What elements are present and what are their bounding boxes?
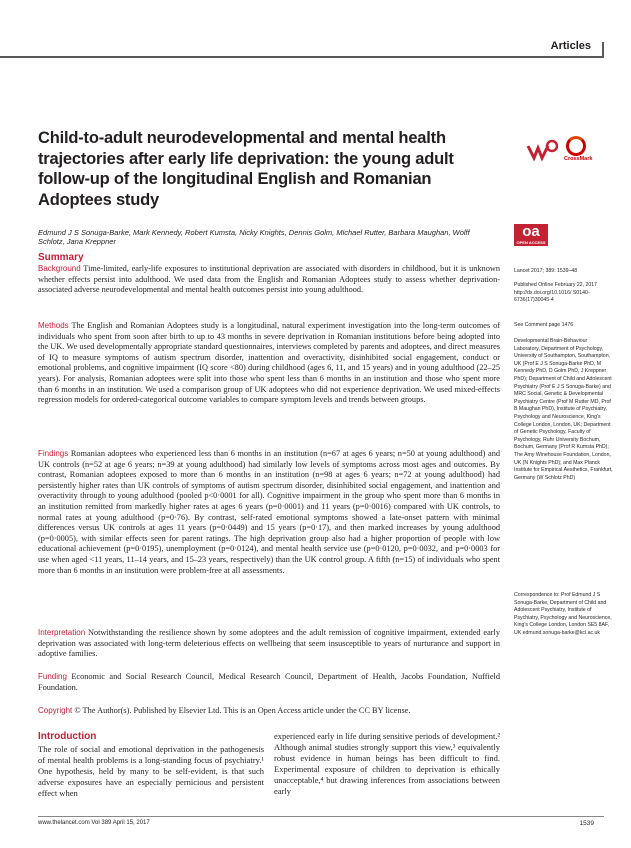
lancet-logo-icon — [526, 138, 558, 162]
summary-heading: Summary — [38, 252, 84, 263]
abstract-interpretation — [38, 628, 500, 660]
footer-rule — [38, 816, 604, 817]
funding-text: Economic and Social Research Council, Medical Research Council, Department of Health, Jacobs Foundation, Nuffield Foundation. — [38, 672, 501, 692]
sidebar-affiliations: Developmental Brain-Behaviour Laboratory, Department of Psychology, University of Southampton, Southampton, UK (Prof E J S Sonuga-Barke PhD, M Kennedy PhD, D Golm PhD, J Kreppner PhD); Department of Child and Adolescent Psychiatry (Prof E J S Sonuga-Barke) and MRC Social, Genetic & Developmental Psychiatry Centre (Prof M Rutter MD, Prof B Maughan PhD), Institute of Psychiatry, Psychology and Neuroscience, King's College London, London, UK; Department of Genetic Psychology, Faculty of Psychology, Ruhr University Bochum, Bochum, Germany (Prof R Kumsta PhD); The Amy Winehouse Foundation, London, UK (N Knights PhD); and Max Planck Institute for Empirical Aesthetics, Frankfurt, Germany (W Schlotz PhD) — [514, 338, 613, 481]
background-text: Time-limited, early-life exposures to institutional deprivation are associated with disorders in childhood, but it is unknown whether effects persist into adulthood. We used data from the English and Romanian Adoptees study to assess whether deprivation-associated adverse neurodevelopmental and mental health outcomes persist into young adulthood. — [38, 264, 500, 295]
open-access-badge — [514, 224, 548, 246]
interpretation-text: Notwithstanding the resilience shown by some adoptees and the adult remission of cognitive impairment, extended early deprivation was associated with long-term deleterious effects on wellbeing that seem insusceptible to years of nurturance and support in adoptive families. — [38, 628, 500, 659]
abstract-funding — [38, 672, 500, 693]
abstract-copyright — [38, 706, 500, 717]
sidebar-citation: Lancet 2017; 389: 1539–48 — [514, 268, 578, 274]
intro-column-1: The role of social and emotional deprivation in the pathogenesis of mental health problems is a long-standing focus of psychiatry.¹ One hypothesis, held by many to be self-evident, is that such adverse exposures have an especially pernicious and persistent effect when — [38, 744, 264, 798]
author-list: Edmund J S Sonuga-Barke, Mark Kennedy, Robert Kumsta, Nicky Knights, Dennis Golm, Michael Rutter, Barbara Maughan, Wolff Schlotz, Jana Kreppner — [38, 228, 470, 246]
section-label: Articles — [550, 40, 591, 52]
introduction-heading: Introduction — [38, 731, 97, 742]
copyright-label: Copyright — [38, 706, 73, 715]
findings-text: Romanian adoptees who experienced less than 6 months in an institution (n=67 at ages 6 years; n=50 at young adulthood) and UK controls (n=52 at age 6 years; n=39 at young adulthood) had similarly low levels of symptoms across most ages and outcomes. By contrast, Romanian adoptees exposed to more than 6 months in an institution (n=98 at ages 6 years; n=72 at young adulthood) had persistently higher rates than UK controls of symptoms of autism spectrum disorder, disinhibited social engagement, and inattention and overactivity through to young adulthood (pooled p<0·0001 for all). Cognitive impairment in the group who spent more than 6 months in an institution remitted from markedly higher rates at ages 6 years (p=0·0001) and 11 years (p=0·0016) compared with UK controls, to normal rates at young adulthood (p=0·76). By contrast, self-rated emotional symptoms showed a late-onset pattern with minimal differences versus UK controls at ages 11 years (p=0·0449) and 15 years (p=0·17), and then marked increases by young adulthood (p=0·0005), with similar effects seen for parent ratings. The high deprivation group also had a higher proportion of people with low educational achievement (p=0·0195), unemployment (p=0·0124), and mental health service use (p=0·0120, p=0·0032, and p=0·0003 for use when aged <11 years, 11–14 years, and 15–23 years, respectively) than the UK control group. A fifth (n=15) of individuals who spent more than 6 months in an institution were problem-free at all assessments. — [38, 449, 500, 575]
background-label: Background — [38, 264, 81, 273]
abstract-background — [38, 264, 500, 296]
methods-label: Methods — [38, 321, 69, 330]
top-rule-tick — [602, 42, 604, 56]
crossmark-label: CrossMark — [564, 156, 593, 162]
interpretation-label: Interpretation — [38, 628, 86, 637]
abstract-methods — [38, 321, 500, 406]
sidebar-published[interactable]: Published Online February 22, 2017 http://dx.doi.org/10.1016/ S0140-6736(17)30045-4 — [514, 282, 598, 304]
crossmark-icon — [566, 136, 586, 156]
article-title: Child-to-adult neurodevelopmental and mental health trajectories after early life deprivation: the young adult follow-up of the longitudinal English and Romanian Adoptees study — [38, 129, 454, 209]
methods-text: The English and Romanian Adoptees study is a longitudinal, natural experiment investigation into the long-term outcomes of individuals who spent from soon after birth to up to 43 months in severe deprivation in Romanian institutions before being adopted into the UK. We used developmentally appropriate standard questionnaires, interviews completed by parents and adoptees, and direct measures of IQ to measure symptoms of autism spectrum disorder, inattention and overactivity, disinhibited social engagement, conduct or emotional problems, and cognitive impairment (IQ score <80) during childhood (ages 6, 11, and 15 years) and in young adulthood (22–25 years). For analysis, Romanian adoptees were split into those who spent less than 6 months in an institution and those who spent more than 6 months in an institution. We used a comparison group of UK adoptees who did not experience deprivation. We used mixed-effects regression models for ordered-categorical outcome variables to compare symptom levels and trends between groups. — [38, 321, 500, 405]
copyright-text: © The Author(s). Published by Elsevier Ltd. This is an Open Access article under the CC BY license. — [74, 706, 411, 715]
sidebar-comment-link[interactable]: See Comment page 1476 — [514, 322, 574, 328]
findings-label: Findings — [38, 449, 69, 458]
oa-badge-text: oa — [522, 223, 540, 240]
oa-badge-subtext: OPEN ACCESS — [516, 240, 546, 245]
abstract-findings — [38, 449, 500, 576]
top-rule — [0, 56, 604, 58]
sidebar-correspondence: Correspondence to: Prof Edmund J S Sonuga-Barke, Department of Child and Adolescent Psychiatry, Institute of Psychiatry, Psychology and Neuroscience, King's College London, London SE5 8AF, UK edmund.sonuga-barke@kcl.ac.uk — [514, 592, 612, 636]
page-number: 1539 — [579, 820, 594, 827]
funding-label: Funding — [38, 672, 67, 681]
footer-journal-info[interactable]: www.thelancet.com Vol 389 April 15, 2017 — [38, 820, 150, 826]
crossmark-badge[interactable] — [564, 136, 593, 166]
intro-column-2: experienced early in life during sensitive periods of development.² Although animal studies strongly support this view,³ equivalently robust evidence in human beings has been difficult to find. Experimental exposure of children to deprivation is ethically unacceptable,⁴ but drawing inferences from associations between early — [274, 731, 500, 796]
